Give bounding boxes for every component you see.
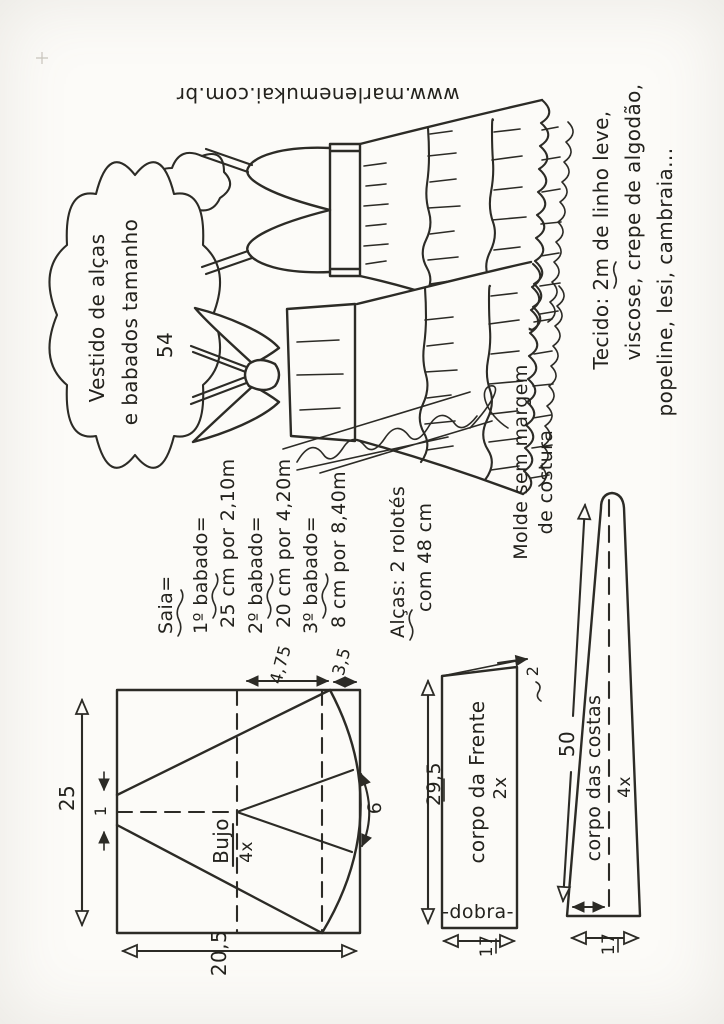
- ruffle3-label: 3º babado=: [300, 515, 322, 634]
- cloud-size-label: 54: [153, 331, 177, 359]
- front-fold-label: -dobra-: [442, 901, 514, 923]
- piece-back-bodice: [555, 493, 640, 955]
- website-url: www.marlenemukai.com.br: [176, 83, 460, 107]
- dim-3-5-label: 3,5: [328, 645, 356, 678]
- front-cut-count: 2x: [490, 776, 511, 800]
- cloud-title-line1: Vestido de alças: [85, 233, 109, 403]
- dim-50-line-upper: [573, 505, 585, 716]
- seam-note-line2: de costura: [535, 429, 557, 535]
- dim-25-label: 25: [55, 784, 79, 812]
- skirt-ruffle-note: [155, 458, 350, 636]
- ruffle2-label: 2º babado=: [245, 515, 267, 634]
- fabric-note-line3: popeline, lesi, cambraia...: [653, 147, 677, 417]
- fabric-note-underline: [614, 262, 617, 288]
- dress-back-bow-knot: [245, 360, 279, 390]
- front-label: corpo da Frente: [465, 700, 489, 864]
- piece-front-bodice: [423, 659, 542, 957]
- dim-2-squiggle: [536, 682, 541, 701]
- fabric-note-line2: viscose, crepe de algodão,: [621, 83, 645, 361]
- dress-back-illustration: [191, 262, 564, 494]
- bojo-dart-lines: [237, 770, 353, 852]
- dim-50-label: 50: [555, 730, 579, 758]
- dim-4-75-label: 4,75: [266, 643, 296, 687]
- ruffle1-label: 1º babado=: [190, 515, 212, 634]
- seam-note-line1: Molde sem margem: [510, 364, 532, 560]
- seam-allowance-note: [510, 364, 557, 560]
- dress-back-bow-loop-left: [193, 386, 279, 442]
- ruffle2-value: 20 cm por 4,20m: [273, 458, 295, 628]
- fabric-note-line1: Tecido: 2m de linho leve,: [589, 110, 613, 370]
- piece-bojo: [55, 643, 386, 976]
- back-dim-17-label: 17: [599, 932, 619, 956]
- back-cut-count: 4x: [615, 776, 635, 798]
- bojo-label: Bujo: [209, 818, 233, 864]
- front-dim-17-label: 17: [477, 934, 497, 958]
- dim-1-label: 1: [91, 805, 110, 817]
- registration-cross-mark: [36, 52, 48, 64]
- cloud-title-line2: e babados tamanho: [118, 218, 142, 426]
- dim-2-label: 2: [523, 665, 542, 677]
- ruffle3-value: 8 cm por 8,40m: [328, 470, 350, 628]
- dim-29-5-label: 29,5: [423, 762, 445, 806]
- straps-note-line1: Alças: 2 rolotés: [387, 485, 409, 638]
- bojo-dashed-guides: [117, 690, 322, 933]
- fabric-note: [589, 84, 677, 417]
- ruffle1-value: 25 cm por 2,10m: [217, 458, 239, 628]
- dim-6-label: 6: [364, 801, 386, 815]
- back-label: corpo das costas: [583, 694, 605, 862]
- straps-note: [387, 486, 436, 640]
- straps-note-underline: [409, 610, 413, 640]
- skirt-note-heading: Saia=: [155, 575, 177, 634]
- straps-note-line2: com 48 cm: [414, 502, 436, 612]
- bojo-cut-count: 4x: [237, 841, 257, 863]
- dim-20-5-label: 20,5: [207, 929, 231, 977]
